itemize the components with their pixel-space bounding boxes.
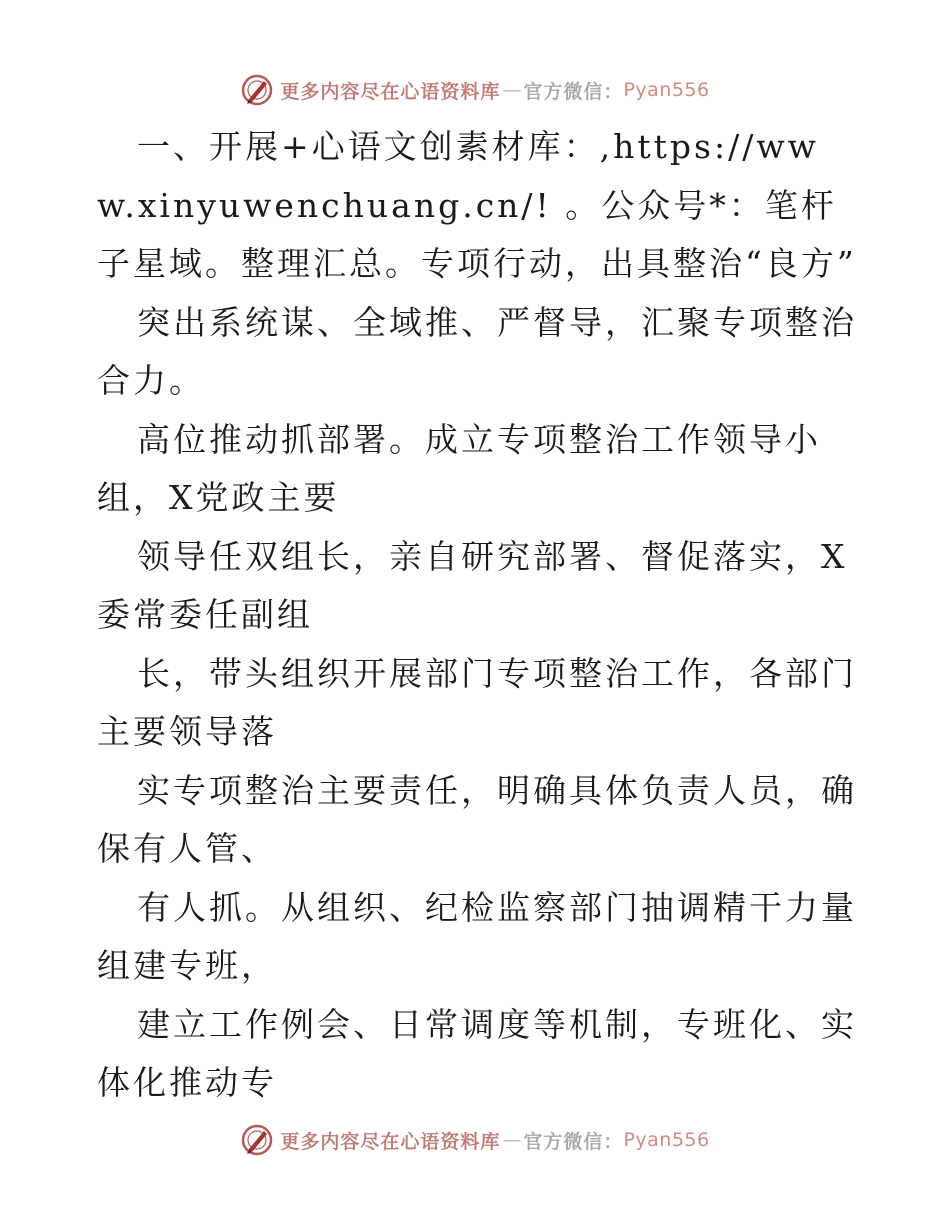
paragraph: 建立工作例会、日常调度等机制，专班化、实体化推动专 bbox=[97, 1004, 857, 1102]
pen-circle-icon bbox=[240, 73, 274, 107]
paragraph: 有人抓。从组织、纪检监察部门抽调精干力量组建专班， bbox=[97, 887, 857, 985]
document-body bbox=[97, 118, 857, 1113]
header-banner bbox=[0, 70, 950, 110]
paragraph: 高位推动抓部署。成立专项整治工作领导小组，X党政主要 bbox=[97, 419, 821, 517]
banner-wechat-label: 官方微信： bbox=[523, 1130, 624, 1153]
banner-wechat-id: Pyan556 bbox=[623, 1129, 710, 1151]
pen-circle-icon bbox=[240, 1123, 274, 1157]
banner-main-text: 更多内容尽在心语资料库 bbox=[280, 80, 501, 103]
banner-wechat-id: Pyan556 bbox=[623, 79, 710, 101]
paragraph: 一、开展+心语文创素材库：,https://www.xinyuwenchuang.cn/! 。公众号*：笔杆子星域。整理汇总。专项行动，出具整治“良方” bbox=[97, 127, 857, 283]
banner-separator: — bbox=[502, 1129, 522, 1151]
banner-main-text: 更多内容尽在心语资料库 bbox=[280, 1130, 501, 1153]
paragraph: 突出系统谋、全域推、严督导，汇聚专项整治合力。 bbox=[97, 302, 857, 400]
paragraph: 长，带头组织开展部门专项整治工作，各部门主要领导落 bbox=[97, 653, 857, 751]
banner-wechat-label: 官方微信： bbox=[523, 80, 624, 103]
footer-banner bbox=[0, 1120, 950, 1160]
banner-separator: — bbox=[502, 79, 522, 101]
paragraph: 领导任双组长，亲自研究部署、督促落实，X委常委任副组 bbox=[97, 536, 848, 634]
paragraph: 实专项整治主要责任，明确具体负责人员，确保有人管、 bbox=[97, 770, 857, 868]
